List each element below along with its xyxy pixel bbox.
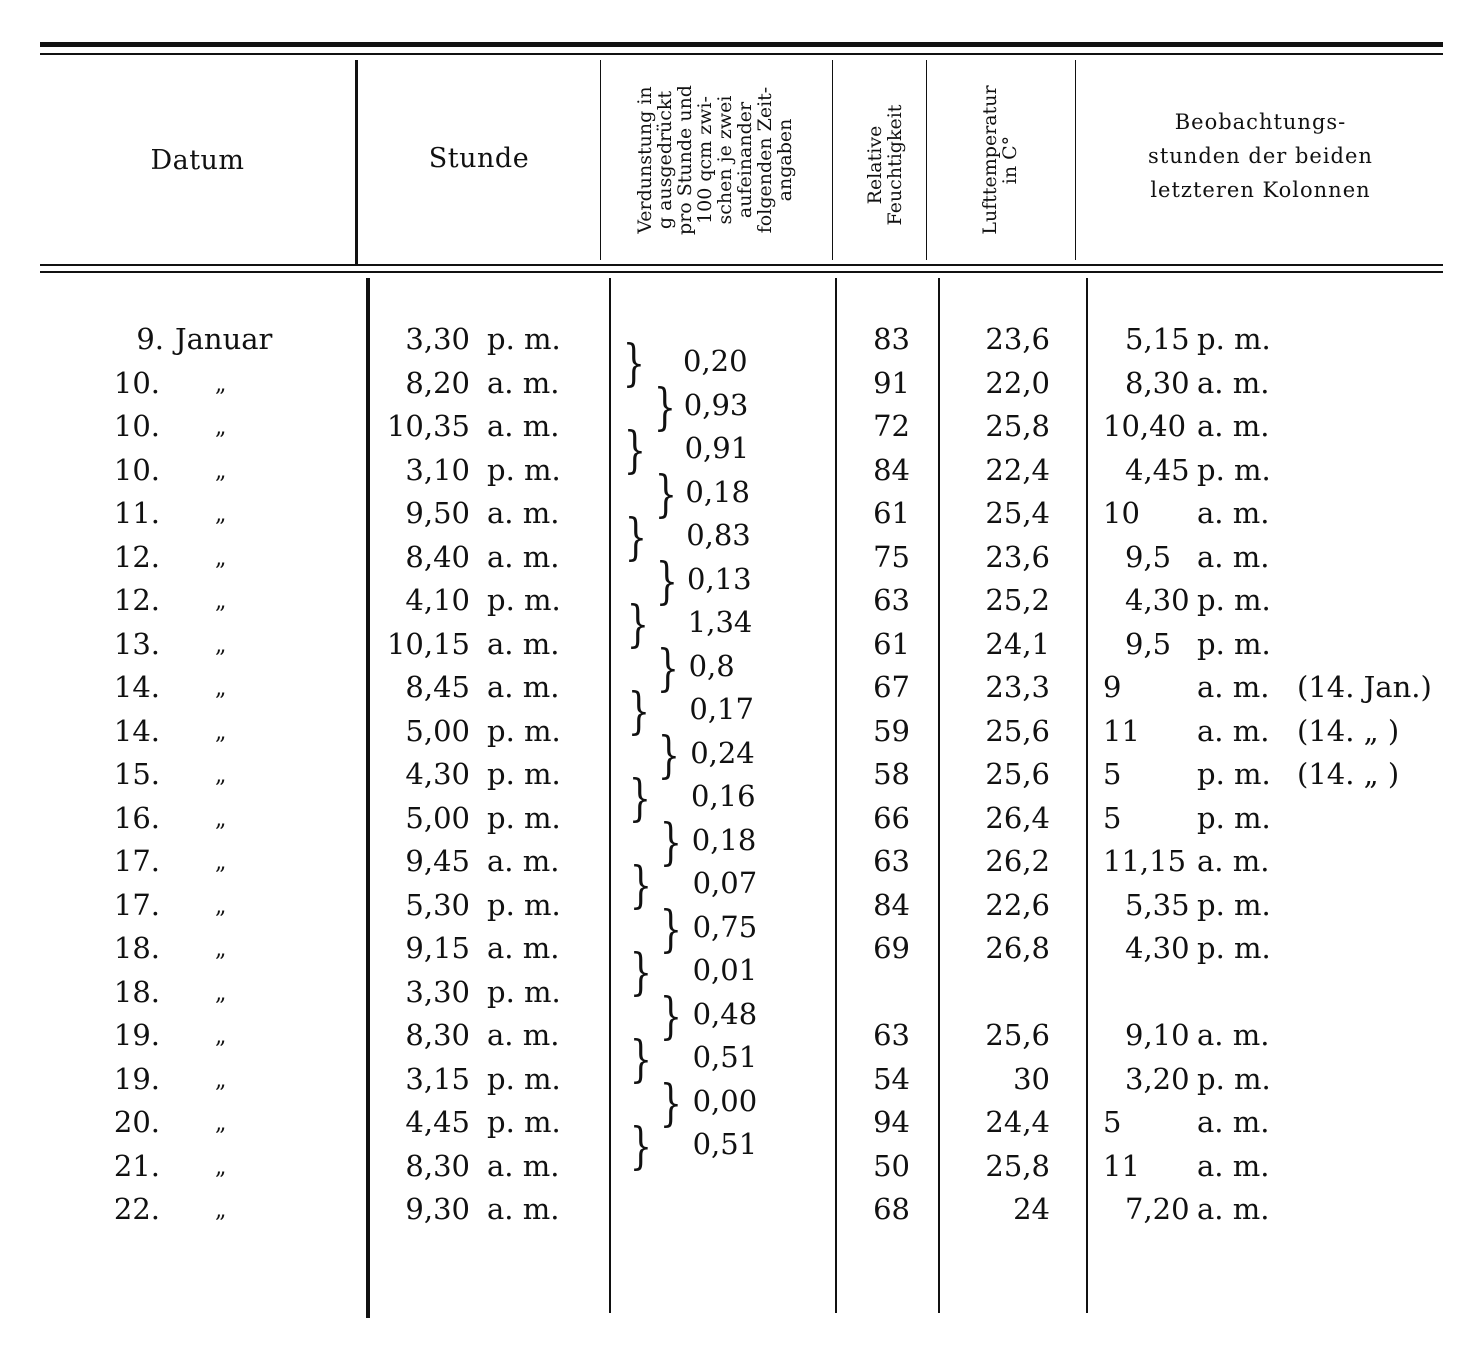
date-month: „ [215, 763, 227, 788]
brace-icon: } [622, 334, 646, 392]
hour-ampm: a. m. [487, 1192, 560, 1226]
hour-value: 9,30 [405, 1192, 470, 1226]
observation-ampm: p. m. [1197, 931, 1271, 965]
hour-ampm: p. m. [487, 714, 561, 748]
hour-ampm: a. m. [487, 496, 560, 530]
header-verdunstung-line: Verdunstung in [634, 86, 656, 234]
brace-icon: } [659, 813, 682, 871]
date-number: 18. [113, 931, 160, 965]
observation-ampm: a. m. [1197, 1192, 1270, 1226]
date-number: 9. [136, 322, 164, 356]
air-temperature: 25,6 [985, 714, 1050, 748]
hour-value: 4,30 [405, 757, 470, 791]
date-number: 15. [113, 757, 160, 791]
date-number: 10. [113, 366, 160, 400]
header-datum: Datum [150, 144, 245, 176]
air-temperature: 22,4 [985, 453, 1050, 487]
date-number: 21. [113, 1149, 160, 1183]
hour-ampm: a. m. [487, 670, 560, 704]
date-month: „ [215, 807, 227, 832]
brace-icon: } [625, 508, 648, 566]
date-number: 14. [113, 714, 160, 748]
evaporation-value: 0,00 [692, 1084, 758, 1118]
observation-ampm: a. m. [1197, 1105, 1270, 1139]
header-temperatur [975, 60, 1025, 260]
air-temperature: 26,8 [985, 931, 1050, 965]
observation-ampm: a. m. [1197, 540, 1270, 574]
relative-humidity: 69 [873, 931, 910, 965]
date-month: „ [215, 1111, 227, 1136]
date-month: „ [215, 1155, 227, 1180]
col-sep-body-1 [366, 278, 370, 1318]
col-sep-body-4 [938, 278, 940, 1313]
hour-ampm: a. m. [487, 931, 560, 965]
observation-hour: 5 [1103, 1105, 1122, 1139]
header-feuchtigkeit-line: Relative [864, 125, 886, 205]
header-verdunstung-line: folgenden Zeit- [754, 86, 776, 234]
relative-humidity: 61 [873, 627, 910, 661]
brace-icon: } [629, 1030, 653, 1088]
air-temperature: 25,4 [985, 496, 1050, 530]
header-verdunstung-line: angaben [774, 118, 796, 202]
header-stunde: Stunde [428, 142, 530, 174]
brace-icon: } [628, 769, 652, 827]
observation-hour: 8,30 [1125, 366, 1190, 400]
evaporation-value: 1,34 [687, 605, 753, 639]
brace-icon: } [653, 378, 676, 436]
relative-humidity: 54 [873, 1062, 910, 1096]
air-temperature: 25,8 [985, 409, 1050, 443]
hour-value: 9,50 [405, 496, 470, 530]
relative-humidity: 59 [873, 714, 910, 748]
hour-ampm: a. m. [487, 1149, 560, 1183]
relative-humidity: 75 [873, 540, 910, 574]
date-month: „ [215, 1198, 227, 1223]
date-month: „ [215, 589, 227, 614]
observation-hour: 4,45 [1125, 453, 1190, 487]
hour-value: 3,10 [405, 453, 470, 487]
evaporation-value: 0,51 [692, 1040, 758, 1074]
hour-ampm: p. m. [487, 975, 561, 1009]
brace-icon: } [659, 900, 683, 958]
hour-ampm: a. m. [487, 540, 560, 574]
evaporation-value: 0,8 [688, 649, 735, 683]
hour-ampm: a. m. [487, 844, 560, 878]
observation-hour: 9,5 [1125, 540, 1172, 574]
date-month: „ [215, 1068, 227, 1093]
brace-icon: } [659, 1074, 683, 1132]
hour-value: 10,15 [386, 627, 470, 661]
date-number: 13. [113, 627, 160, 661]
observation-ampm: p. m. [1197, 583, 1271, 617]
evaporation-value: 0,91 [684, 431, 750, 465]
evaporation-value: 0,13 [687, 562, 752, 596]
observation-ampm: a. m. [1197, 844, 1270, 878]
hour-ampm: p. m. [487, 322, 561, 356]
observation-note: (14. Jan.) [1297, 670, 1432, 704]
observation-note: (14. „ ) [1297, 757, 1400, 791]
brace-icon: } [623, 421, 647, 479]
hour-value: 8,40 [405, 540, 470, 574]
date-month: „ [215, 981, 227, 1006]
header-temperatur-line: Lufttemperatur [979, 85, 1001, 235]
header-beobachtung [1078, 105, 1443, 207]
relative-humidity: 91 [873, 366, 910, 400]
air-temperature: 23,3 [985, 670, 1050, 704]
relative-humidity: 63 [873, 583, 910, 617]
evaporation-value: 0,24 [690, 736, 755, 770]
col-sep-header-4 [926, 60, 927, 260]
hour-value: 3,30 [405, 322, 470, 356]
hour-value: 3,15 [405, 1062, 470, 1096]
brace-icon: } [629, 1117, 653, 1175]
observation-ampm: a. m. [1197, 714, 1270, 748]
brace-icon: } [627, 682, 650, 740]
observation-hour: 11,15 [1103, 844, 1187, 878]
observation-ampm: p. m. [1197, 801, 1271, 835]
relative-humidity: 68 [873, 1192, 910, 1226]
relative-humidity: 63 [873, 1018, 910, 1052]
observation-hour: 11 [1103, 1149, 1140, 1183]
date-number: 19. [113, 1062, 160, 1096]
hour-ampm: p. m. [487, 1062, 561, 1096]
date-number: 14. [113, 670, 160, 704]
hour-ampm: a. m. [487, 1018, 560, 1052]
hour-value: 9,45 [405, 844, 470, 878]
date-number: 10. [113, 453, 160, 487]
evaporation-value: 0,01 [692, 953, 758, 987]
observation-ampm: p. m. [1197, 757, 1271, 791]
date-number: 12. [113, 583, 160, 617]
date-month: Januar [175, 322, 273, 356]
date-number: 12. [113, 540, 160, 574]
observation-ampm: p. m. [1197, 453, 1271, 487]
observation-hour: 5 [1103, 757, 1122, 791]
date-month: „ [215, 459, 227, 484]
date-month: „ [215, 894, 227, 919]
hour-value: 8,30 [405, 1149, 470, 1183]
hour-value: 10,35 [386, 409, 470, 443]
hour-ampm: p. m. [487, 453, 561, 487]
hour-value: 8,30 [405, 1018, 470, 1052]
hour-ampm: a. m. [487, 409, 560, 443]
observation-note: (14. „ ) [1297, 714, 1400, 748]
hour-ampm: p. m. [487, 888, 561, 922]
date-month: „ [215, 633, 227, 658]
observation-ampm: a. m. [1197, 496, 1270, 530]
evaporation-value: 0,07 [692, 866, 758, 900]
date-number: 19. [113, 1018, 160, 1052]
evaporation-value: 0,93 [683, 388, 749, 422]
brace-icon: } [656, 639, 680, 697]
observation-hour: 9 [1103, 670, 1122, 704]
hour-value: 8,20 [405, 366, 470, 400]
header-verdunstung-line: aufeinander [734, 101, 756, 219]
header-verdunstung-line: schen je zwei [714, 95, 736, 225]
date-number: 22. [113, 1192, 160, 1226]
date-month: „ [215, 720, 227, 745]
relative-humidity: 84 [873, 888, 910, 922]
relative-humidity: 84 [873, 453, 910, 487]
header-verdunstung-line: 100 qcm zwi- [694, 96, 716, 224]
brace-icon: } [659, 987, 683, 1045]
observation-hour: 3,20 [1125, 1062, 1190, 1096]
col-sep-body-3 [835, 278, 837, 1313]
relative-humidity: 66 [873, 801, 910, 835]
relative-humidity: 63 [873, 844, 910, 878]
evaporation-value: 0,18 [685, 475, 750, 509]
col-sep-header-3 [832, 60, 833, 260]
date-number: 17. [113, 888, 160, 922]
relative-humidity: 67 [873, 670, 910, 704]
observation-hour: 11 [1103, 714, 1140, 748]
air-temperature: 25,6 [985, 1018, 1050, 1052]
hour-value: 5,00 [405, 714, 470, 748]
observation-ampm: p. m. [1197, 322, 1271, 356]
date-number: 18. [113, 975, 160, 1009]
observation-ampm: a. m. [1197, 670, 1270, 704]
relative-humidity: 50 [873, 1149, 910, 1183]
header-verdunstung [600, 65, 830, 255]
brace-icon: } [658, 726, 681, 784]
hour-value: 3,30 [405, 975, 470, 1009]
header-feuchtigkeit [860, 70, 910, 260]
observation-hour: 4,30 [1125, 583, 1190, 617]
air-temperature: 30 [1013, 1062, 1050, 1096]
top-double-rule-thin [40, 53, 1443, 55]
relative-humidity: 94 [873, 1105, 910, 1139]
observation-hour: 10,40 [1103, 409, 1187, 443]
date-number: 20. [113, 1105, 160, 1139]
header-bottom-rule-1 [40, 264, 1443, 266]
col-sep-body-2 [609, 278, 611, 1313]
header-bottom-rule-2 [40, 271, 1443, 273]
relative-humidity: 61 [873, 496, 910, 530]
observation-hour: 10 [1103, 496, 1140, 530]
header-feuchtigkeit-line: Feuchtigkeit [884, 104, 906, 226]
date-month: „ [215, 502, 227, 527]
date-month: „ [215, 1024, 227, 1049]
relative-humidity: 58 [873, 757, 910, 791]
observation-ampm: a. m. [1197, 1149, 1270, 1183]
observation-hour: 4,30 [1125, 931, 1190, 965]
observation-ampm: a. m. [1197, 409, 1270, 443]
header-beobachtung-line: letzteren Kolonnen [1150, 178, 1371, 202]
observation-hour: 5,35 [1125, 888, 1190, 922]
hour-value: 8,45 [405, 670, 470, 704]
hour-value: 4,45 [405, 1105, 470, 1139]
date-month: „ [215, 676, 227, 701]
date-number: 11. [113, 496, 160, 530]
date-month: „ [215, 415, 227, 440]
col-sep-body-5 [1086, 278, 1088, 1313]
evaporation-value: 0,17 [689, 692, 754, 726]
air-temperature: 25,8 [985, 1149, 1050, 1183]
header-verdunstung-line: g ausgedrückt [654, 90, 676, 230]
top-double-rule-thick [40, 42, 1443, 47]
evaporation-value: 0,51 [692, 1127, 758, 1161]
observation-ampm: p. m. [1197, 888, 1271, 922]
observation-ampm: a. m. [1197, 366, 1270, 400]
hour-value: 9,15 [405, 931, 470, 965]
air-temperature: 24,1 [985, 627, 1050, 661]
date-month: „ [215, 546, 227, 571]
air-temperature: 22,6 [985, 888, 1050, 922]
air-temperature: 24,4 [985, 1105, 1050, 1139]
observation-hour: 7,20 [1125, 1192, 1190, 1226]
evaporation-value: 0,18 [691, 823, 757, 857]
observation-ampm: p. m. [1197, 627, 1271, 661]
date-number: 10. [113, 409, 160, 443]
hour-ampm: p. m. [487, 583, 561, 617]
header-beobachtung-line: Beobachtungs- [1174, 110, 1347, 134]
brace-icon: } [655, 552, 679, 610]
evaporation-value: 0,83 [686, 518, 751, 552]
air-temperature: 22,0 [985, 366, 1050, 400]
evaporation-value: 0,16 [691, 779, 756, 813]
date-number: 16. [113, 801, 160, 835]
brace-icon: } [626, 595, 649, 653]
relative-humidity: 72 [873, 409, 910, 443]
observation-ampm: a. m. [1197, 1018, 1270, 1052]
observation-hour: 9,10 [1125, 1018, 1190, 1052]
air-temperature: 24 [1013, 1192, 1050, 1226]
date-month: „ [215, 372, 227, 397]
hour-ampm: p. m. [487, 1105, 561, 1139]
hour-value: 4,10 [405, 583, 470, 617]
air-temperature: 23,6 [985, 322, 1050, 356]
hour-value: 5,30 [405, 888, 470, 922]
air-temperature: 23,6 [985, 540, 1050, 574]
hour-ampm: a. m. [487, 627, 560, 661]
air-temperature: 26,2 [985, 844, 1050, 878]
observation-ampm: p. m. [1197, 1062, 1271, 1096]
air-temperature: 25,2 [985, 583, 1050, 617]
header-beobachtung-line: stunden der beiden [1148, 144, 1373, 168]
brace-icon: } [629, 856, 653, 914]
brace-icon: } [629, 943, 653, 1001]
header-verdunstung-line: pro Stunde und [674, 85, 696, 235]
date-number: 17. [113, 844, 160, 878]
air-temperature: 25,6 [985, 757, 1050, 791]
hour-ampm: p. m. [487, 757, 561, 791]
hour-ampm: a. m. [487, 366, 560, 400]
brace-icon: } [654, 465, 677, 523]
col-sep-header-5 [1075, 60, 1076, 260]
date-month: „ [215, 937, 227, 962]
evaporation-value: 0,48 [692, 997, 758, 1031]
observation-hour: 5 [1103, 801, 1122, 835]
hour-ampm: p. m. [487, 801, 561, 835]
evaporation-value: 0,75 [692, 910, 758, 944]
hour-value: 5,00 [405, 801, 470, 835]
header-temperatur-line: in C° [999, 135, 1021, 185]
evaporation-value: 0,20 [683, 344, 748, 378]
date-month: „ [215, 850, 227, 875]
observation-hour: 5,15 [1125, 322, 1190, 356]
observation-hour: 9,5 [1125, 627, 1172, 661]
relative-humidity: 83 [873, 322, 910, 356]
air-temperature: 26,4 [985, 801, 1050, 835]
